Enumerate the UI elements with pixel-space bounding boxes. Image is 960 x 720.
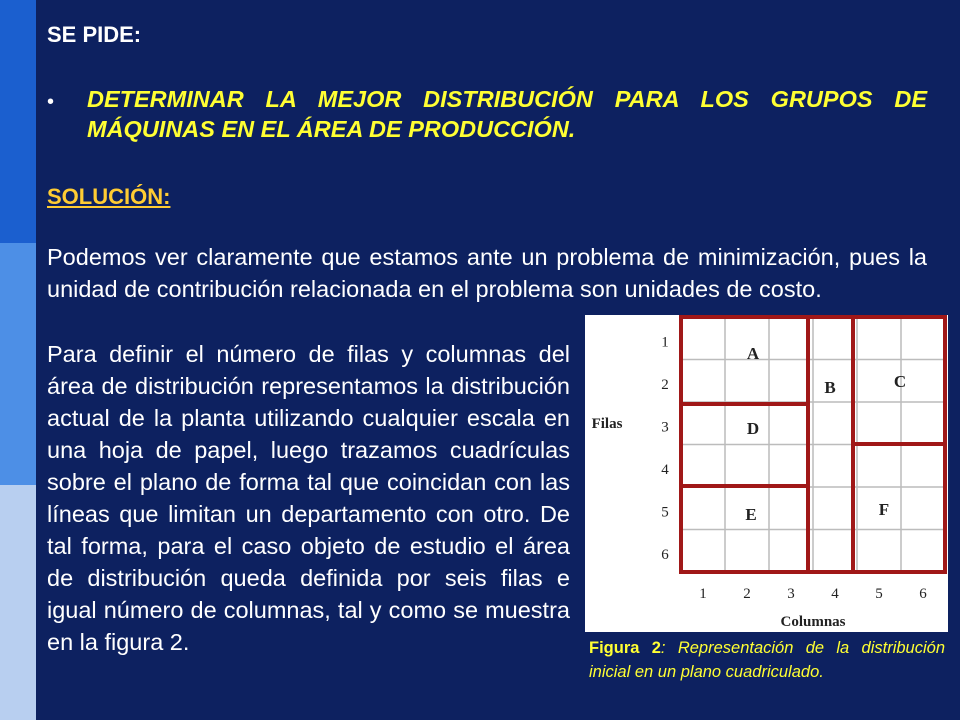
- paragraph-method: Para definir el número de filas y columnas del área de distribución representamos la distribución actual de la planta utilizando cualquier escala en una hoja de papel, luego trazamos cuadrículas sobre el plano de forma tal que coincidan con las líneas que limitan un departamento con otro. De tal forma, para el caso objeto de estudio el área de distribución queda definida por seis filas e igual número de columnas, tal y como se muestra en la figura 2.: [47, 341, 570, 655]
- section-heading: SE PIDE:: [47, 22, 142, 47]
- department-label-d: D: [746, 419, 760, 438]
- department-label-e: E: [745, 505, 757, 524]
- column-number-6: 6: [919, 586, 927, 602]
- requirement-bullet: DETERMINAR LA MEJOR DISTRIBUCIÓN PARA LOS GRUPOS DE MÁQUINAS EN EL ÁREA DE PRODUCCIÓN.: [87, 86, 927, 142]
- department-label-f: F: [878, 500, 890, 519]
- row-number-3: 3: [661, 419, 669, 436]
- rows-axis-label: Filas: [591, 416, 623, 432]
- caption-text: : Representación de la distribución inicial en un plano cuadriculado.: [589, 639, 945, 681]
- column-number-1: 1: [699, 586, 707, 602]
- row-number-6: 6: [661, 546, 669, 563]
- column-number-4: 4: [831, 586, 839, 602]
- layout-grid-svg: [585, 315, 948, 632]
- bullet-dot-icon: •: [47, 91, 55, 113]
- paragraph-intro: Podemos ver claramente que estamos ante un problema de minimización, pues la unidad de contribución relacionada en el problema son unidades de costo.: [47, 244, 927, 302]
- row-number-4: 4: [661, 461, 669, 478]
- column-number-3: 3: [787, 586, 795, 602]
- caption-label: Figura 2: [589, 639, 661, 657]
- column-number-2: 2: [743, 586, 751, 602]
- column-number-5: 5: [875, 586, 883, 602]
- department-label-c: C: [893, 372, 907, 391]
- layout-grid-figure: [585, 315, 948, 632]
- department-a-border: [681, 317, 808, 404]
- left-accent-bar: [0, 0, 36, 720]
- columns-axis-label: Columnas: [780, 614, 846, 630]
- row-number-5: 5: [661, 504, 669, 521]
- accent-block-top: [0, 0, 36, 243]
- accent-block-middle: [0, 243, 36, 485]
- figure-caption: [589, 636, 945, 684]
- department-label-a: A: [746, 344, 760, 363]
- row-number-1: 1: [661, 334, 669, 351]
- department-f-border: [853, 444, 945, 572]
- row-number-2: 2: [661, 376, 669, 393]
- department-label-b: B: [824, 378, 836, 397]
- accent-block-bottom: [0, 485, 36, 720]
- solution-heading: SOLUCIÓN:: [47, 184, 171, 209]
